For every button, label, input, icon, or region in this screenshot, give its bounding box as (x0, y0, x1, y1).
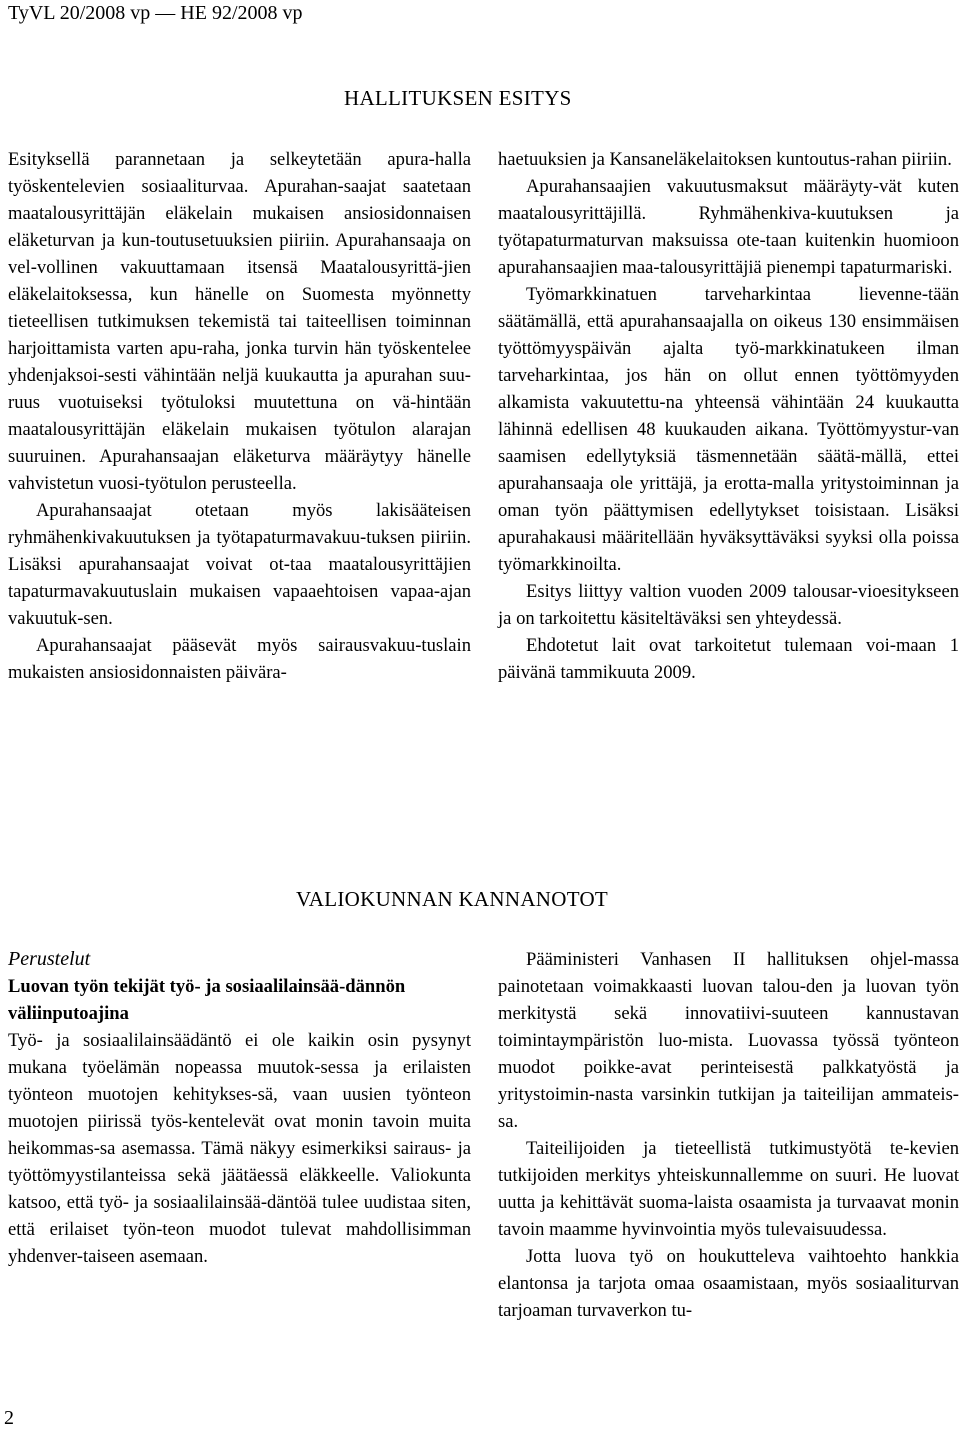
paragraph: Apurahansaajat pääsevät myös sairausvakuu-tuslain mukaisten ansiosidonnaisten päivära- (8, 635, 471, 683)
paragraph: haetuuksien ja Kansaneläkelaitoksen kuntoutus-rahan piiriin. (498, 149, 952, 170)
paragraph: Esityksellä parannetaan ja selkeytetään apura-halla työskentelevien sosiaaliturvaa. Apurahan-saajat saatetaan maatalousyrittäjän eläkelain mukaisen ansiosidonnaisen eläketurvan ja kun-toutusetuuksien piiriin. Apurahansaaja on vel-vollinen vakuuttamaan itsensä Maatalousyrittä-jien eläkelaitoksessa, kun hänelle on Suomesta myönnetty tieteellisen tutkimuksen tekemistä tai taiteellisen toiminnan harjoittamista varten apu-raha, jonka turvin hän työskentelee yhdenjaksoi-sesti vähintään neljä kuukautta ja apurahan suu-ruus vuotuiseksi työtuloksi muutettuna on vä-hintään maatalousyrittäjän eläkelain mukaisen työtulon alarajan suuruinen. Apurahansaajan eläketurva määräytyy hänelle vahvistetun vuosi-työtulon perusteella. (8, 149, 471, 494)
running-head: TyVL 20/2008 vp — HE 92/2008 vp (8, 2, 303, 24)
section-title-hallituksen-esitys: HALLITUKSEN ESITYS (344, 86, 572, 110)
paragraph: Pääministeri Vanhasen II hallituksen ohjel-massa painotetaan voimakkaasti luovan talou-den ja luovan työn merkitystä sekä innovatiivi-suuteen kannustavan toimintaympäristön luo-mista. Luovassa työssä työnteon muodot poikke-avat perinteisestä palkkatyöstä ja yritystoimin-nasta varsinkin tutkijan ja taiteilijan ammateis-sa. (498, 949, 959, 1132)
paragraph: Esitys liittyy valtion vuoden 2009 talousar-vioesitykseen ja on tarkoitettu käsiteltäväksi sen yhteydessä. (498, 581, 959, 629)
paragraph: Ehdotetut lait ovat tarkoitetut tulemaan voi-maan 1 päivänä tammikuuta 2009. (498, 635, 959, 683)
page-number: 2 (4, 1407, 14, 1429)
paragraph: Työ- ja sosiaalilainsäädäntö ei ole kaikin osin pysynyt mukana työelämän nopeassa muutok-sessa ja erilaisten työnteon muotojen kehitykses-sä, vaan uusien työnteon muotojen piirissä työs-kentelevät ovat monin tavoin muita heikommas-sa asemassa. Tämä näkyy esimerkiksi sairaus- ja työttömyystilanteissa sekä jäätäessä eläkkeelle. Valiokunta katsoo, että työ- ja sosiaalilainsää-däntöä tulee uudistaa siten, että erilaiset työn-teon muodot tulevat mahdollisimman yhdenver-taiseen asemaan. (8, 1030, 471, 1267)
subheading-perustelut: Perustelut (8, 948, 91, 970)
section2-left-column (8, 946, 471, 1270)
section1-right-column (498, 146, 959, 686)
paragraph: Apurahansaajat otetaan myös lakisääteisen ryhmähenkivakuutuksen ja työtapaturmavakuu-tuksen piiriin. Lisäksi apurahansaajat voivat ot-taa maatalousyrittäjien tapaturmavakuutuslain mukaisen vapaaehtoisen vapaa-ajan vakuutuk-sen. (8, 500, 471, 629)
paragraph: Taiteilijoiden ja tieteellistä tutkimustyötä te-kevien tutkijoiden merkitys yhteiskunnallemme on suuri. He luovat uutta ja kehittävät suoma-laista osaamista ja turvaavat monin tavoin maamme hyvinvointia myös tulevaisuudessa. (498, 1138, 959, 1240)
paragraph: Työmarkkinatuen tarveharkintaa lievenne-tään säätämällä, että apurahansaajalla on oikeus 130 ensimmäisen työttömyyspäivän ajalta työ-markkinatukeen ilman tarveharkintaa, jos hän on ollut ennen työttömyyden alkamista vakuutettu-na yhteensä vähintään 24 kuukautta lähinnä edellisen 48 kuukauden aikana. Työttömyystur-van saamisen edellytyksiä täsmennetään säätä-mällä, ettei apurahansaaja ole yrittäjä, ja erotta-malla yritystoiminnan ja oman työn päättymisen edellytykset toisistaan. Lisäksi apurahakausi määritellään hyväksyttäväksi syyksi olla poissa työmarkkinoilta. (498, 284, 959, 575)
section1-left-column (8, 146, 471, 686)
paragraph: Apurahansaajien vakuutusmaksut määräyty-vät kuten maatalousyrittäjillä. Ryhmähenkiva-kuutuksen ja työtapaturmaturvan maksuissa ote-taan kuitenkin huomioon apurahansaajien maa-talousyrittäjiä pienempi tapaturmariski. (498, 176, 959, 278)
paragraph: Jotta luova työ on houkutteleva vaihtoehto hankkia elantonsa ja tarjota omaa osaamistaan, myös sosiaaliturvan tarjoaman turvaverkon tu- (498, 1246, 959, 1321)
bold-heading: Luovan työn tekijät työ- ja sosiaalilainsää-dännön väliinputoajina (8, 976, 406, 1024)
section2-right-column (498, 946, 959, 1324)
section-title-valiokunnan-kannanotot: VALIOKUNNAN KANNANOTOT (296, 887, 609, 911)
